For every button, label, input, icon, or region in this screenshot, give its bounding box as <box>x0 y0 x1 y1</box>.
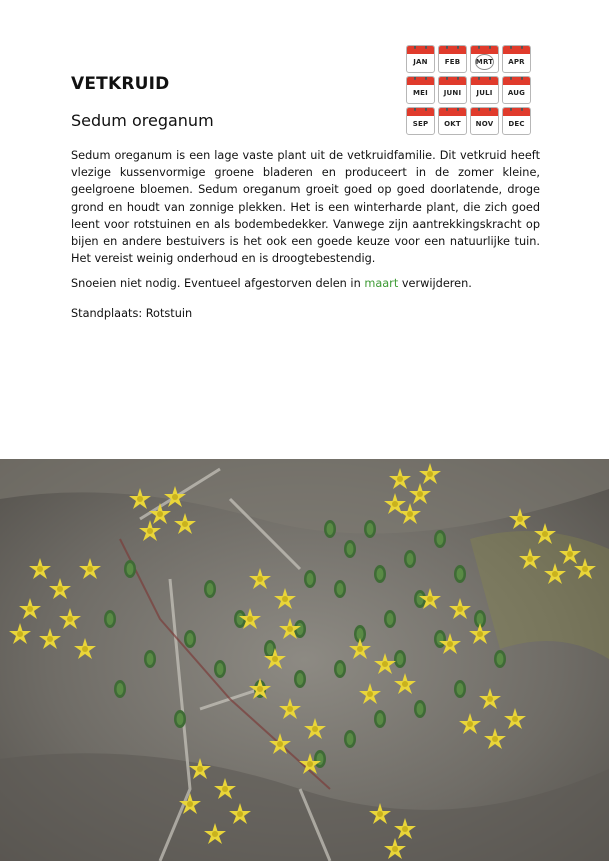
calendar-header-bar <box>503 46 530 54</box>
calendar-ring-icon <box>425 45 427 49</box>
month-label: FEB <box>444 58 461 66</box>
month-feb <box>438 45 467 73</box>
calendar-ring-icon <box>521 76 523 80</box>
calendar-ring-icon <box>414 45 416 49</box>
calendar-header-bar <box>471 77 498 85</box>
month-label: JAN <box>413 58 428 66</box>
month-mei <box>406 76 435 104</box>
calendar-ring-icon <box>446 107 448 111</box>
calendar-ring-icon <box>457 107 459 111</box>
pruning-month-highlight: maart <box>364 277 399 290</box>
pruning-text-after: verwijderen. <box>398 277 472 290</box>
calendar-ring-icon <box>457 45 459 49</box>
calendar-ring-icon <box>478 107 480 111</box>
month-okt <box>438 107 467 135</box>
month-calendar <box>406 45 531 135</box>
month-aug <box>502 76 531 104</box>
month-nov <box>470 107 499 135</box>
calendar-header-bar <box>439 46 466 54</box>
month-label: SEP <box>412 120 429 128</box>
calendar-ring-icon <box>414 76 416 80</box>
month-label: JUNI <box>443 89 462 97</box>
calendar-ring-icon <box>510 45 512 49</box>
month-label: DEC <box>508 120 525 128</box>
calendar-ring-icon <box>489 107 491 111</box>
month-label: JULI <box>476 89 493 97</box>
calendar-ring-icon <box>489 45 491 49</box>
calendar-ring-icon <box>489 76 491 80</box>
calendar-header-bar <box>407 77 434 85</box>
calendar-header-bar <box>471 108 498 116</box>
calendar-ring-icon <box>510 76 512 80</box>
month-label: OKT <box>444 120 461 128</box>
calendar-header-bar <box>407 108 434 116</box>
calendar-ring-icon <box>521 45 523 49</box>
month-label: NOV <box>475 120 494 128</box>
calendar-ring-icon <box>414 107 416 111</box>
calendar-ring-icon <box>425 76 427 80</box>
calendar-header-bar <box>471 46 498 54</box>
month-juli <box>470 76 499 104</box>
calendar-ring-icon <box>446 76 448 80</box>
plant-photo <box>0 459 609 861</box>
month-juni <box>438 76 467 104</box>
plant-photo-illustration <box>0 459 609 861</box>
calendar-header-bar <box>439 77 466 85</box>
month-label: MEI <box>413 89 428 97</box>
month-label: AUG <box>507 89 526 97</box>
page-subtitle: Sedum oreganum <box>71 111 214 130</box>
calendar-ring-icon <box>478 45 480 49</box>
pruning-note <box>71 277 472 290</box>
month-apr <box>502 45 531 73</box>
calendar-header-bar <box>503 108 530 116</box>
month-mrt <box>470 45 499 73</box>
calendar-ring-icon <box>425 107 427 111</box>
month-dec <box>502 107 531 135</box>
page-title: VETKRUID <box>71 74 170 94</box>
calendar-ring-icon <box>457 76 459 80</box>
calendar-ring-icon <box>478 76 480 80</box>
calendar-ring-icon <box>510 107 512 111</box>
month-sep <box>406 107 435 135</box>
pruning-text-before: Snoeien niet nodig. Eventueel afgestorven delen in <box>71 277 365 290</box>
month-jan <box>406 45 435 73</box>
month-label: APR <box>508 58 525 66</box>
month-label: MRT <box>471 58 498 66</box>
description-paragraph: Sedum oreganum is een lage vaste plant uit de vetkruidfamilie. Dit vetkruid heeft vlezige kussenvormige groene bladeren en produceert in de zomer kleine, geelgroene bloemen. Sedum oreganum groeit goed op goed doorlatende, droge grond en houdt van zonnige plekken. Het is een winterharde plant, die zich goed leent voor rotstuinen en als bodembedekker. Vanwege zijn aantrekkingskracht op bijen en andere bestuivers is het ook een goede keuze voor een natuurlijke tuin. Het vereist weinig onderhoud en is droogtebestendig. <box>71 149 540 266</box>
location-text: Standplaats: Rotstuin <box>71 307 193 320</box>
calendar-header-bar <box>407 46 434 54</box>
calendar-header-bar <box>439 108 466 116</box>
calendar-ring-icon <box>446 45 448 49</box>
calendar-ring-icon <box>521 107 523 111</box>
calendar-header-bar <box>503 77 530 85</box>
